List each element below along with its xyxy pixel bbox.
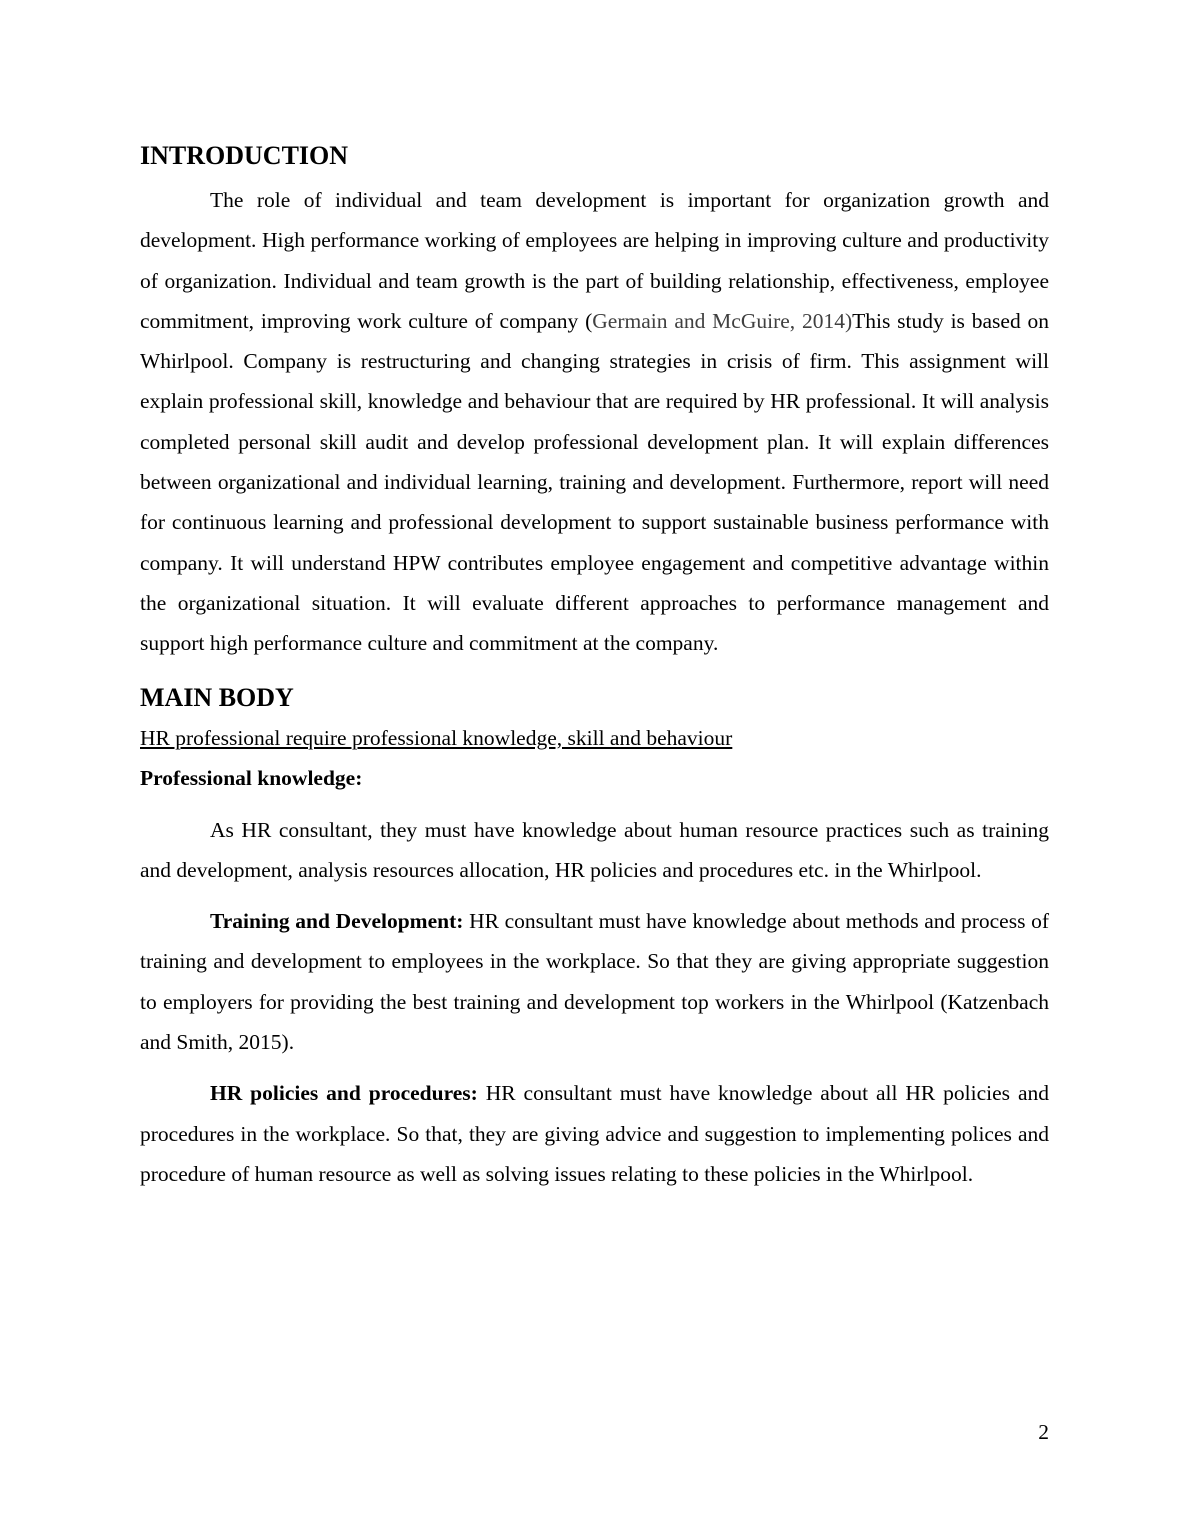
hr-policies-text: HR consultant must have knowledge about all HR policies and procedures in the workplace. So that, they are giving advice and suggestion to implementing polices and procedure of human resource as well as solving issues relating to these policies in the Whirlpool. [140,1081,1049,1186]
professional-knowledge-heading: Professional knowledge: [140,765,363,790]
intro-text-part-1: The role of individual and team development is important for organization growth and development. High performance working of employees are helping in improving culture and productivity of organization. Individual and team growth is the part of building relationship, effectiveness, employee commitment, improving work culture of company ( [140,188,1049,333]
hr-policies-label: HR policies and procedures: [210,1081,478,1106]
professional-knowledge-paragraph: As HR consultant, they must have knowledge about human resource practices such as training and development, analysis resources allocation, HR policies and procedures etc. in the Whirlpool. [140,817,1049,882]
hr-policies-paragraph [140,1073,1049,1194]
training-development-label: Training and Development: [210,909,464,934]
training-development-text: HR consultant must have knowledge about methods and process of training and development to employees in the workplace. So that they are giving appropriate suggestion to employers for providing the best training and development top workers in the Whirlpool (Katzenbach and Smith, 2015). [140,909,1049,1055]
intro-citation: Germain and McGuire, 2014) [592,308,853,333]
main-body-heading: MAIN BODY [140,682,294,712]
intro-text-part-2: This study is based on Whirlpool. Company is restructuring and changing strategies in crisis of firm. This assignment will explain professional skill, knowledge and behaviour that are required by HR professional. It will analysis completed personal skill audit and develop professional development plan. It will explain differences between organizational and individual learning, training and development. Furthermore, report will need for continuous learning and professional development to support sustainable business performance with company. It will understand HPW contributes employee engagement and competitive advantage within the organizational situation. It will evaluate different approaches to performance management and support high performance culture and commitment at the company. [140,308,1050,656]
introduction-heading: INTRODUCTION [140,141,349,170]
document-page [140,138,1049,1194]
training-development-paragraph [140,901,1049,1062]
page-number: 2 [1038,1420,1049,1444]
hr-professional-subheading: HR professional require professional knowledge, skill and behaviour [140,725,733,750]
introduction-paragraph [140,180,1049,664]
